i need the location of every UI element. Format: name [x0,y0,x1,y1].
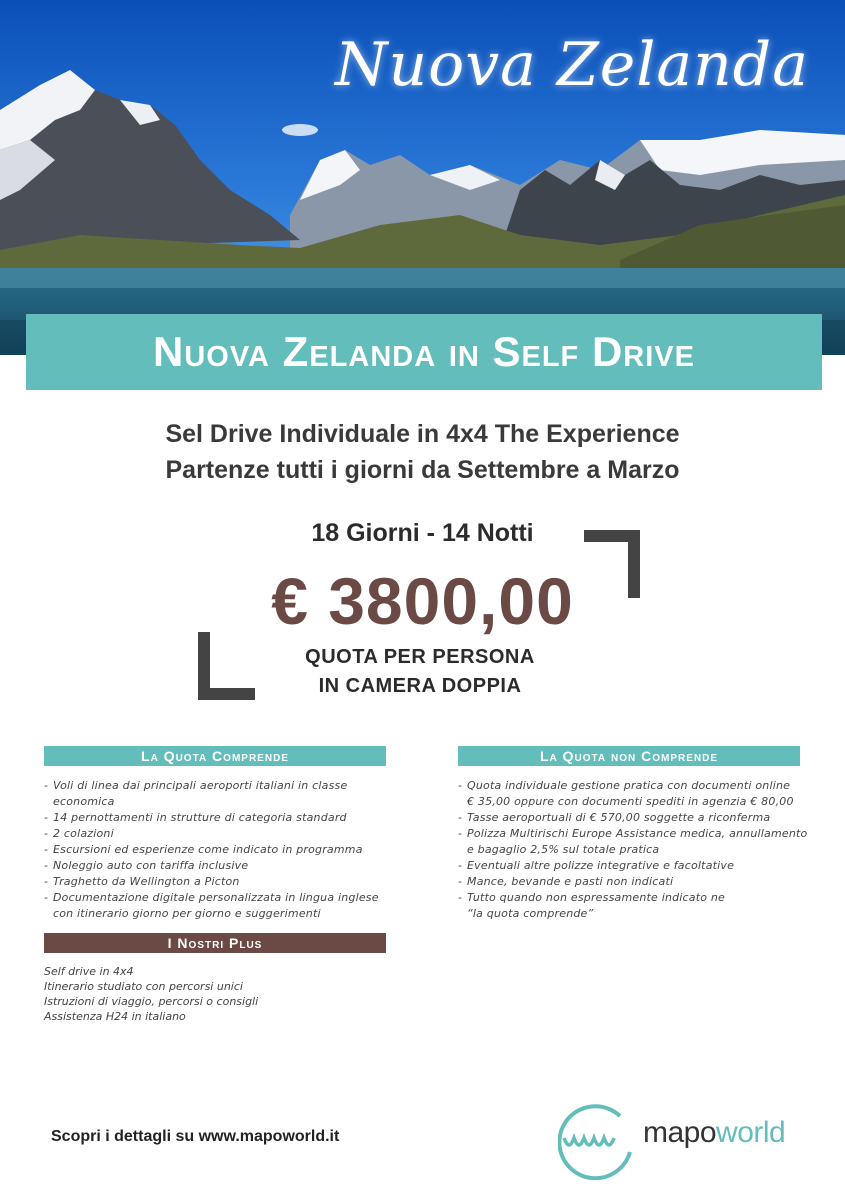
excludes-item [458,778,808,810]
includes-item [44,874,404,890]
excludes-item [458,890,808,922]
logo-mapo: mapo [643,1116,717,1149]
hero-image [0,0,845,355]
bullet-dash: - [458,811,463,824]
includes-item [44,778,404,810]
plus-item: Assistenza H24 in italiano [44,1010,186,1023]
plus-item: Istruzioni di viaggio, percorsi o consigli [44,995,259,1008]
bullet-dash: - [458,875,463,888]
bullet-dash: - [44,811,49,824]
bullet-dash: - [458,891,463,904]
script-title: Nuova Zelanda [335,30,809,100]
includes-item-text: 14 pernottamenti in strutture di categoria standard [53,811,347,824]
includes-item [44,842,404,858]
price-note-line1: QUOTA PER PERSONA [305,646,535,668]
includes-list [44,778,404,922]
includes-item-text: con itinerario giorno per giorno e suggerimenti [53,907,321,920]
includes-item-text: Voli di linea dai principali aeroporti italiani in classe economica [53,779,348,808]
includes-item-text: Documentazione digitale personalizzata in lingua inglese [53,891,379,904]
excludes-item-text: Tasse aeroportuali di € 570,00 soggette a riconferma [467,811,771,824]
excludes-item [458,826,808,858]
includes-item [44,858,404,874]
excludes-item-text: e bagaglio 2,5% sul totale pratica [467,843,660,856]
includes-heading: La Quota Comprende [44,746,386,766]
logo-wordmark [643,1116,785,1150]
trip-duration: 18 Giorni - 14 Notti [311,519,534,547]
mapoworld-logo [558,1100,808,1180]
excludes-item [458,858,808,874]
bullet-dash: - [44,843,49,856]
includes-item-text: Noleggio auto con tariffa inclusive [53,859,249,872]
includes-item-text: 2 colazioni [53,827,114,840]
wave-circle-icon [558,1100,638,1180]
bullet-dash: - [44,875,49,888]
plus-heading: I Nostri Plus [44,933,386,953]
plus-item: Itinerario studiato con percorsi unici [44,980,243,993]
excludes-item-text: Mance, bevande e pasti non indicati [467,875,674,888]
subtitle-experience: Sel Drive Individuale in 4x4 The Experience [165,420,680,448]
excludes-item-text: Quota individuale gestione pratica con documenti online [467,779,791,792]
includes-item-text: Traghetto da Wellington a Picton [53,875,240,888]
bullet-dash: - [458,779,463,792]
bullet-dash: - [44,827,49,840]
excludes-item-text: Tutto quando non espressamente indicato ne [467,891,726,904]
price: € 3800,00 [271,564,574,638]
bullet-dash: - [458,827,463,840]
footer-website-text: Scopri i dettagli su www.mapoworld.it [51,1128,340,1145]
price-note-line2: IN CAMERA DOPPIA [318,675,522,697]
includes-item [44,890,404,922]
excludes-item-text: € 35,00 oppure con documenti spediti in agenzia € 80,00 [467,795,794,808]
title-banner [26,314,822,390]
bullet-dash: - [458,859,463,872]
bullet-dash: - [44,779,49,792]
excludes-list [458,778,808,922]
includes-item-text: Escursioni ed esperienze come indicato in programma [53,843,363,856]
excludes-item-text: “la quota comprende” [467,907,594,920]
includes-item [44,810,404,826]
plus-list [44,964,384,1024]
logo-world: world [716,1116,786,1149]
plus-item: Self drive in 4x4 [44,965,134,978]
excludes-item-text: Polizza Multirischi Europe Assistance medica, annullamento [467,827,808,840]
excludes-heading: La Quota non Comprende [458,746,800,766]
excludes-item [458,874,808,890]
bullet-dash: - [44,891,49,904]
page-title: Nuova Zelanda in Self Drive [153,328,695,375]
excludes-item-text: Eventuali altre polizze integrative e facoltative [467,859,735,872]
includes-item [44,826,404,842]
bullet-dash: - [44,859,49,872]
subtitle-departures: Partenze tutti i giorni da Settembre a Marzo [165,456,680,484]
excludes-item [458,810,808,826]
